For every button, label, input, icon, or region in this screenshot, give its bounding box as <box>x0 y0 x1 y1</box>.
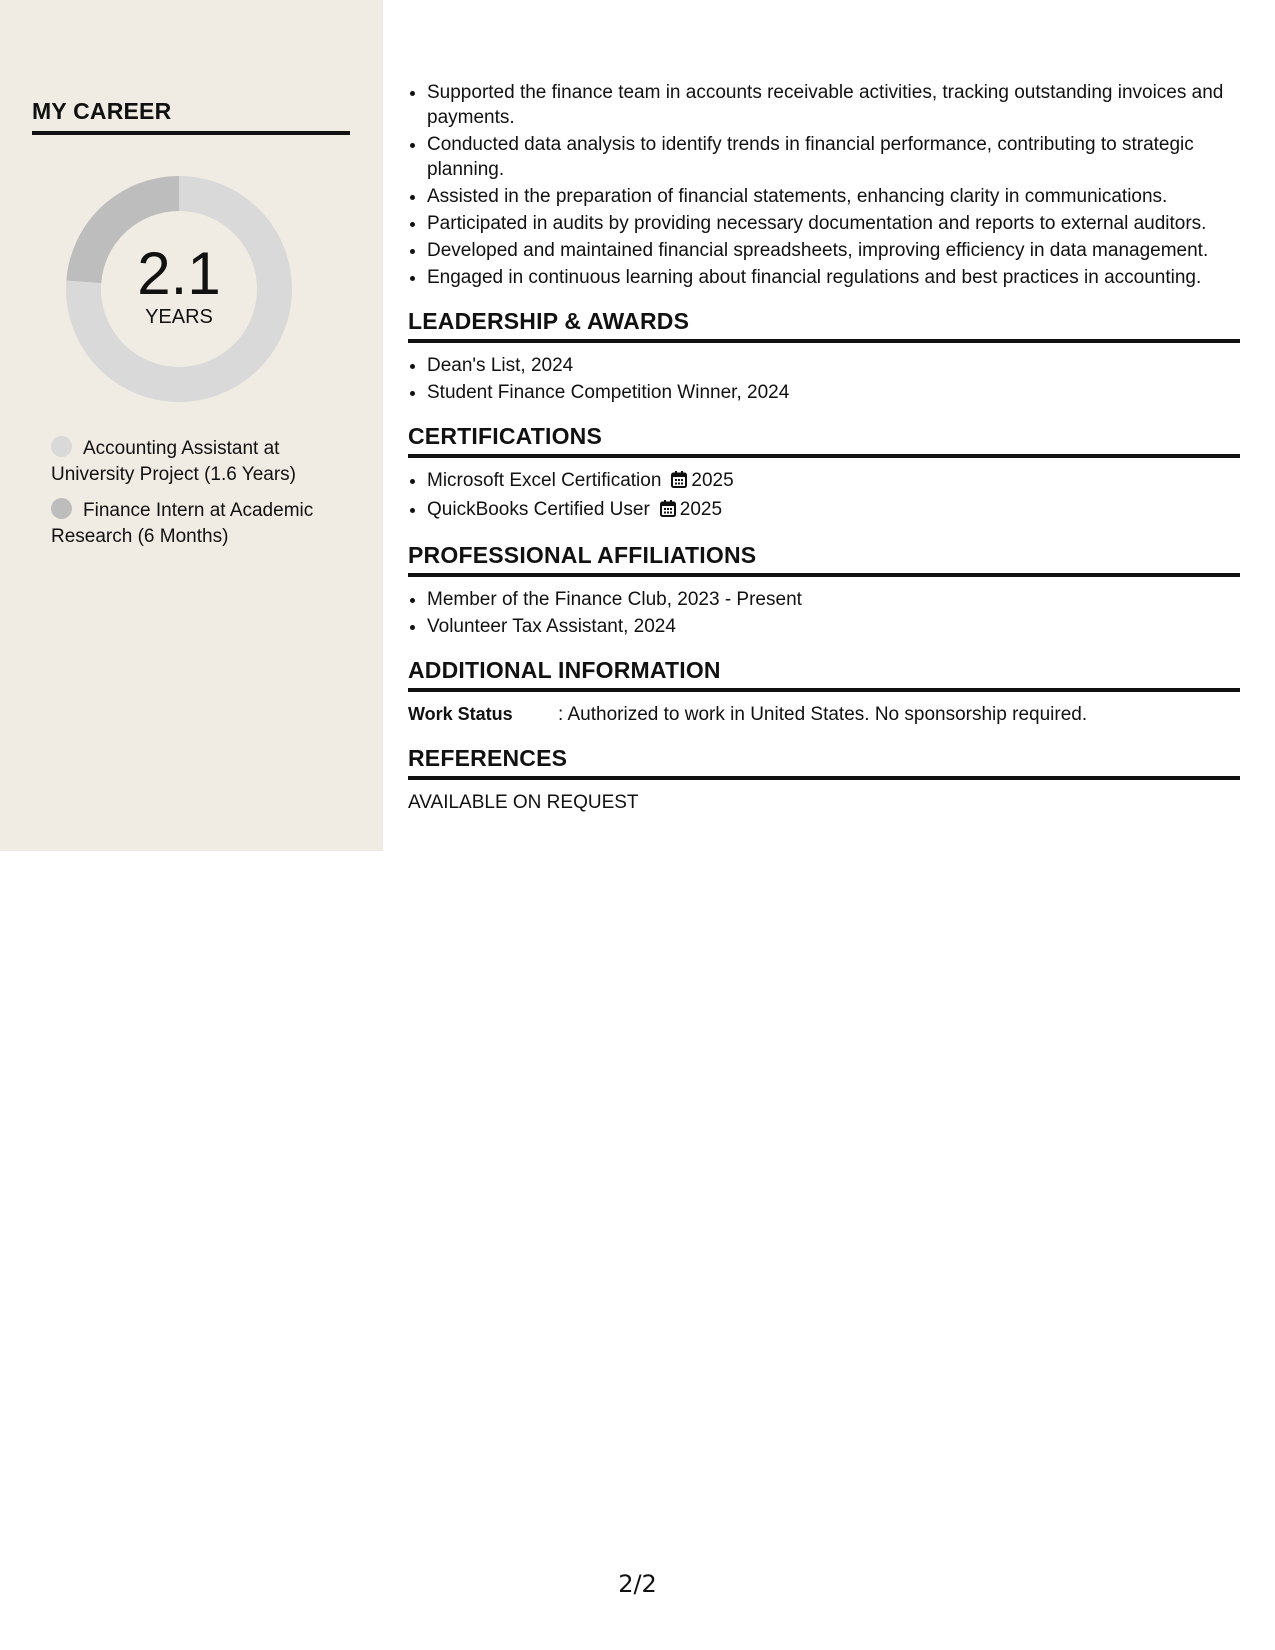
total-years-unit: YEARS <box>145 305 213 328</box>
additional-info-heading: ADDITIONAL INFORMATION <box>408 657 1240 692</box>
career-heading: MY CAREER <box>32 98 350 135</box>
list-item <box>427 497 1240 524</box>
list-item <box>427 468 1240 495</box>
total-years-value: 2.1 <box>137 239 221 307</box>
work-status-row <box>408 702 1240 727</box>
donut-center <box>66 176 292 402</box>
legend-item <box>51 436 341 488</box>
leadership-list <box>408 353 1240 405</box>
list-item: • Conducted data analysis to identify trends in financial performance, contributing to strategic planning. <box>427 132 1240 182</box>
certification-year: 2025 <box>679 499 723 520</box>
references-heading: REFERENCES <box>408 745 1240 780</box>
calendar-icon <box>660 499 676 524</box>
career-donut-chart <box>66 176 292 402</box>
career-legend <box>51 436 341 560</box>
certification-year: 2025 <box>691 470 734 491</box>
certification-name: QuickBooks Certified User <box>427 499 650 520</box>
legend-dot-light <box>51 436 72 457</box>
list-item: • Dean's List, 2024 <box>427 353 1240 378</box>
experience-bullets <box>408 80 1240 290</box>
leadership-heading: LEADERSHIP & AWARDS <box>408 308 1240 343</box>
work-status-label: Work Status <box>408 704 513 724</box>
legend-item <box>51 498 341 550</box>
list-item: • Participated in audits by providing necessary documentation and reports to external auditors. <box>427 211 1240 236</box>
list-item: • Student Finance Competition Winner, 2024 <box>427 380 1240 405</box>
legend-label: Finance Intern at Academic Research (6 Months) <box>51 500 314 547</box>
affiliations-heading: PROFESSIONAL AFFILIATIONS <box>408 542 1240 577</box>
certifications-list <box>408 468 1240 524</box>
certification-name: Microsoft Excel Certification <box>427 470 662 491</box>
list-item: • Assisted in the preparation of financial statements, enhancing clarity in communications. <box>427 184 1240 209</box>
list-item: • Supported the finance team in accounts receivable activities, tracking outstanding invoices and payments. <box>427 80 1240 130</box>
legend-label: Accounting Assistant at University Project (1.6 Years) <box>51 438 296 485</box>
legend-dot-dark <box>51 498 72 519</box>
list-item: • Developed and maintained financial spreadsheets, improving efficiency in data management. <box>427 238 1240 263</box>
affiliations-list <box>408 587 1240 639</box>
list-item: • Volunteer Tax Assistant, 2024 <box>427 614 1240 639</box>
list-item: • Member of the Finance Club, 2023 - Present <box>427 587 1240 612</box>
main-content <box>408 80 1240 815</box>
career-sidebar <box>0 0 383 851</box>
list-item: • Engaged in continuous learning about financial regulations and best practices in accounting. <box>427 265 1240 290</box>
work-status-value: : Authorized to work in United States. No sponsorship required. <box>558 704 1088 725</box>
page-number: 2/2 <box>618 1570 657 1598</box>
certifications-heading: CERTIFICATIONS <box>408 423 1240 458</box>
references-text: AVAILABLE ON REQUEST <box>408 792 639 813</box>
calendar-icon <box>671 470 687 495</box>
